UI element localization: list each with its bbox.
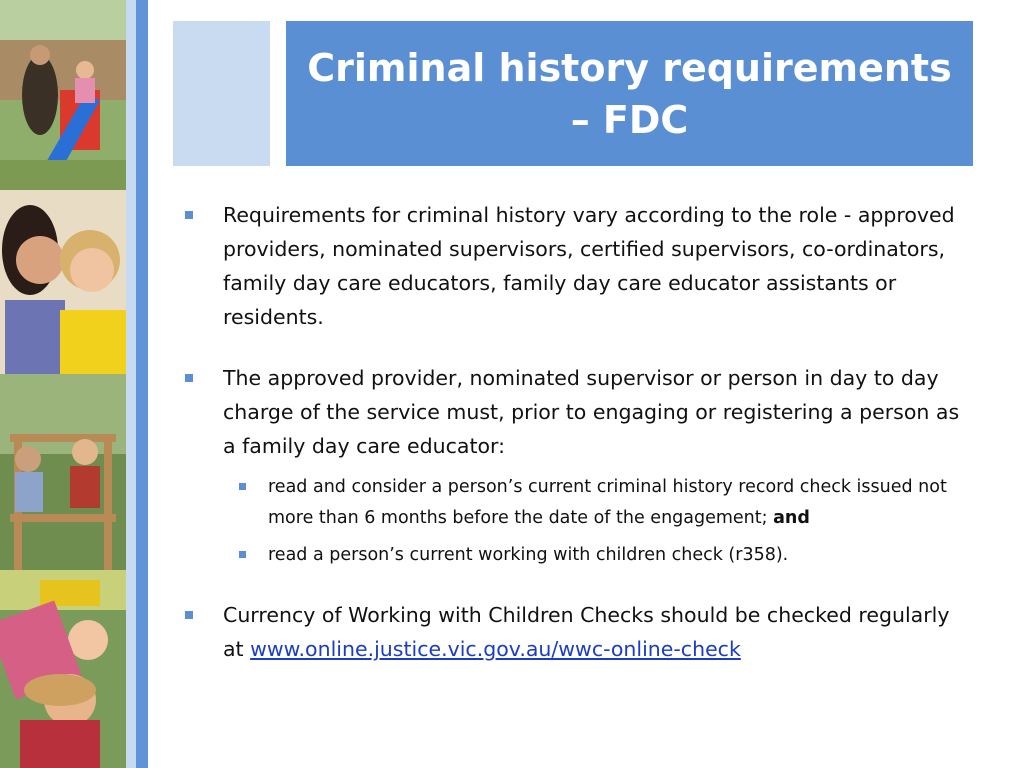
sub-bullet-text: read a person’s current working with children check (r358). <box>268 545 789 565</box>
sub-bullet-item <box>223 472 975 534</box>
accent-bar-light <box>126 0 136 768</box>
bullet-text: The approved provider, nominated supervisor or person in day to day charge of the service must, prior to engaging or registering a person as a family day care educator: <box>223 366 960 458</box>
children-on-climbing-frame-photo <box>0 374 126 570</box>
children-playing-photo <box>0 570 126 768</box>
sub-bullet-emphasis: and <box>773 508 810 528</box>
slide-body <box>185 198 975 693</box>
bullet-item <box>185 198 975 334</box>
wwc-online-check-link[interactable]: www.online.justice.vic.gov.au/wwc-online-check <box>250 637 741 661</box>
sub-bullet-text: read and consider a person’s current criminal history record check issued not more than 6 months before the date of the engagement; <box>268 477 947 528</box>
photo-strip <box>0 0 126 768</box>
playground-slide-photo <box>0 0 126 190</box>
sub-bullet-square-icon <box>239 551 246 558</box>
bullet-text: Currency of Working with Children Checks should be checked regularly at <box>223 603 950 661</box>
bullet-square-icon <box>185 611 193 619</box>
bullet-item <box>185 361 975 571</box>
children-whispering-photo <box>0 190 126 374</box>
sub-bullet-square-icon <box>239 483 246 490</box>
title-banner <box>286 21 973 166</box>
bullet-item <box>185 598 975 666</box>
slide-title: Criminal history requirements – FDC <box>307 45 952 142</box>
sub-bullet-list <box>223 472 975 571</box>
sub-bullet-item <box>223 540 975 571</box>
bullet-text: Requirements for criminal history vary according to the role - approved providers, nominated supervisors, certified supervisors, co-ordinators, family day care educators, family day care educator assistants or residents. <box>223 203 955 329</box>
bullet-square-icon <box>185 374 193 382</box>
title-accent-block <box>173 21 270 166</box>
bullet-square-icon <box>185 211 193 219</box>
accent-bar <box>136 0 148 768</box>
